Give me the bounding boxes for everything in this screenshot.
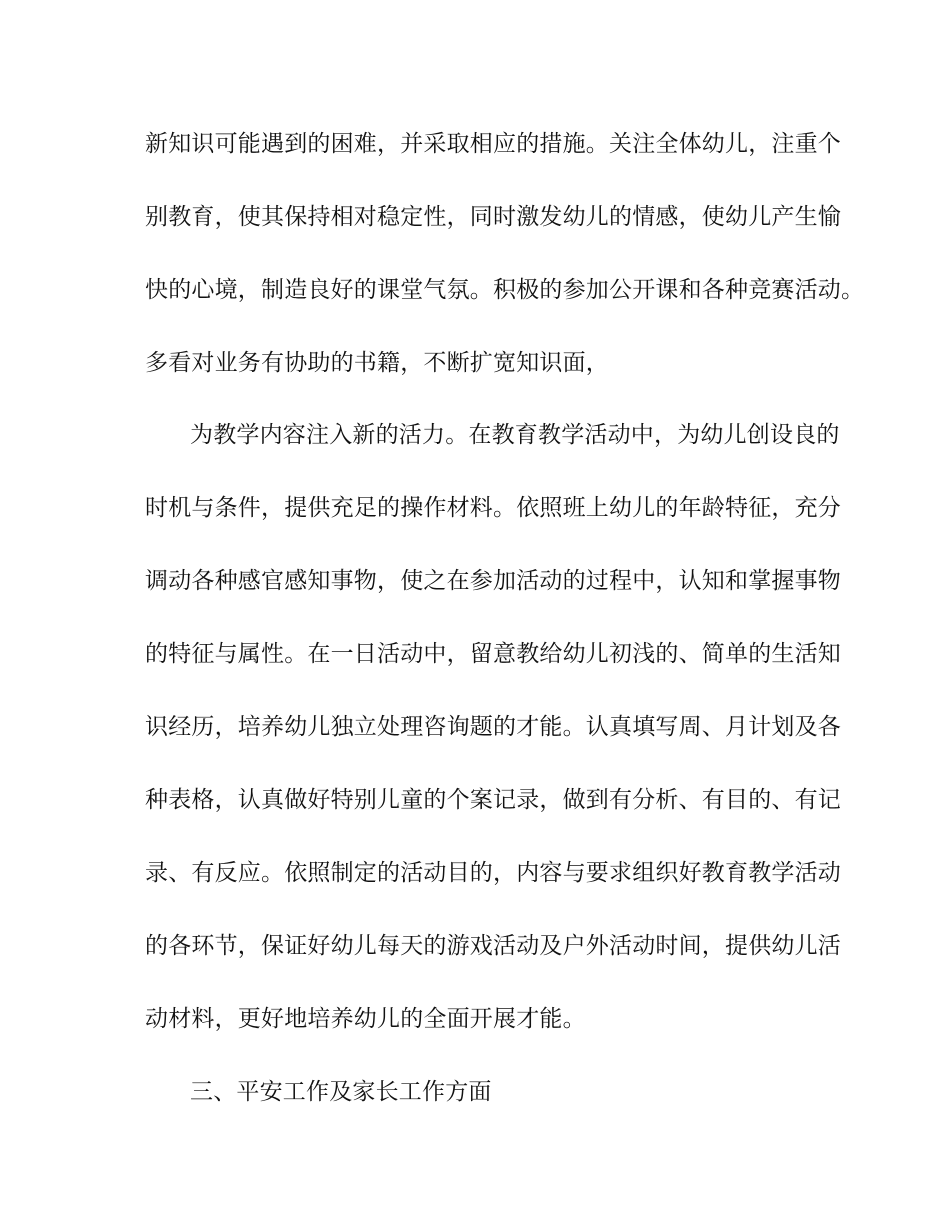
paragraph-2-line-4: 的特征与属性。在一日活动中，留意教给幼儿初浅的、简单的生活知: [145, 641, 841, 667]
paragraph-2-line-2: 时机与条件，提供充足的操作材料。依照班上幼儿的年龄特征，充分: [145, 495, 841, 521]
paragraph-1-line-1: 新知识可能遇到的困难，并采取相应的措施。关注全体幼儿，注重个: [145, 131, 841, 157]
paragraph-2-line-8: 的各环节，保证好幼儿每天的游戏活动及户外活动时间，提供幼儿活: [145, 933, 841, 959]
paragraph-2-line-5: 识经历，培养幼儿独立处理咨询题的才能。认真填写周、月计划及各: [145, 714, 841, 740]
paragraph-2-line-7: 录、有反应。依照制定的活动目的，内容与要求组织好教育教学活动: [145, 860, 841, 886]
paragraph-2-line-3: 调动各种感官感知事物，使之在参加活动的过程中，认知和掌握事物: [145, 568, 841, 594]
paragraph-2-line-6: 种表格，认真做好特别儿童的个案记录，做到有分析、有目的、有记: [145, 787, 841, 813]
paragraph-2-line-1: 为教学内容注入新的活力。在教育教学活动中，为幼儿创设良的: [190, 422, 840, 448]
paragraph-1-line-2: 别教育，使其保持相对稳定性，同时激发幼儿的情感，使幼儿产生愉: [145, 204, 841, 230]
section-heading: 三、平安工作及家长工作方面: [190, 1079, 492, 1105]
paragraph-1-line-4: 多看对业务有协助的书籍，不断扩宽知识面，: [145, 350, 609, 376]
paragraph-2-line-9: 动材料，更好地培养幼儿的全面开展才能。: [145, 1006, 586, 1032]
paragraph-1-line-3: 快的心境，制造良好的课堂气氛。积极的参加公开课和各种竞赛活动。: [145, 277, 865, 303]
